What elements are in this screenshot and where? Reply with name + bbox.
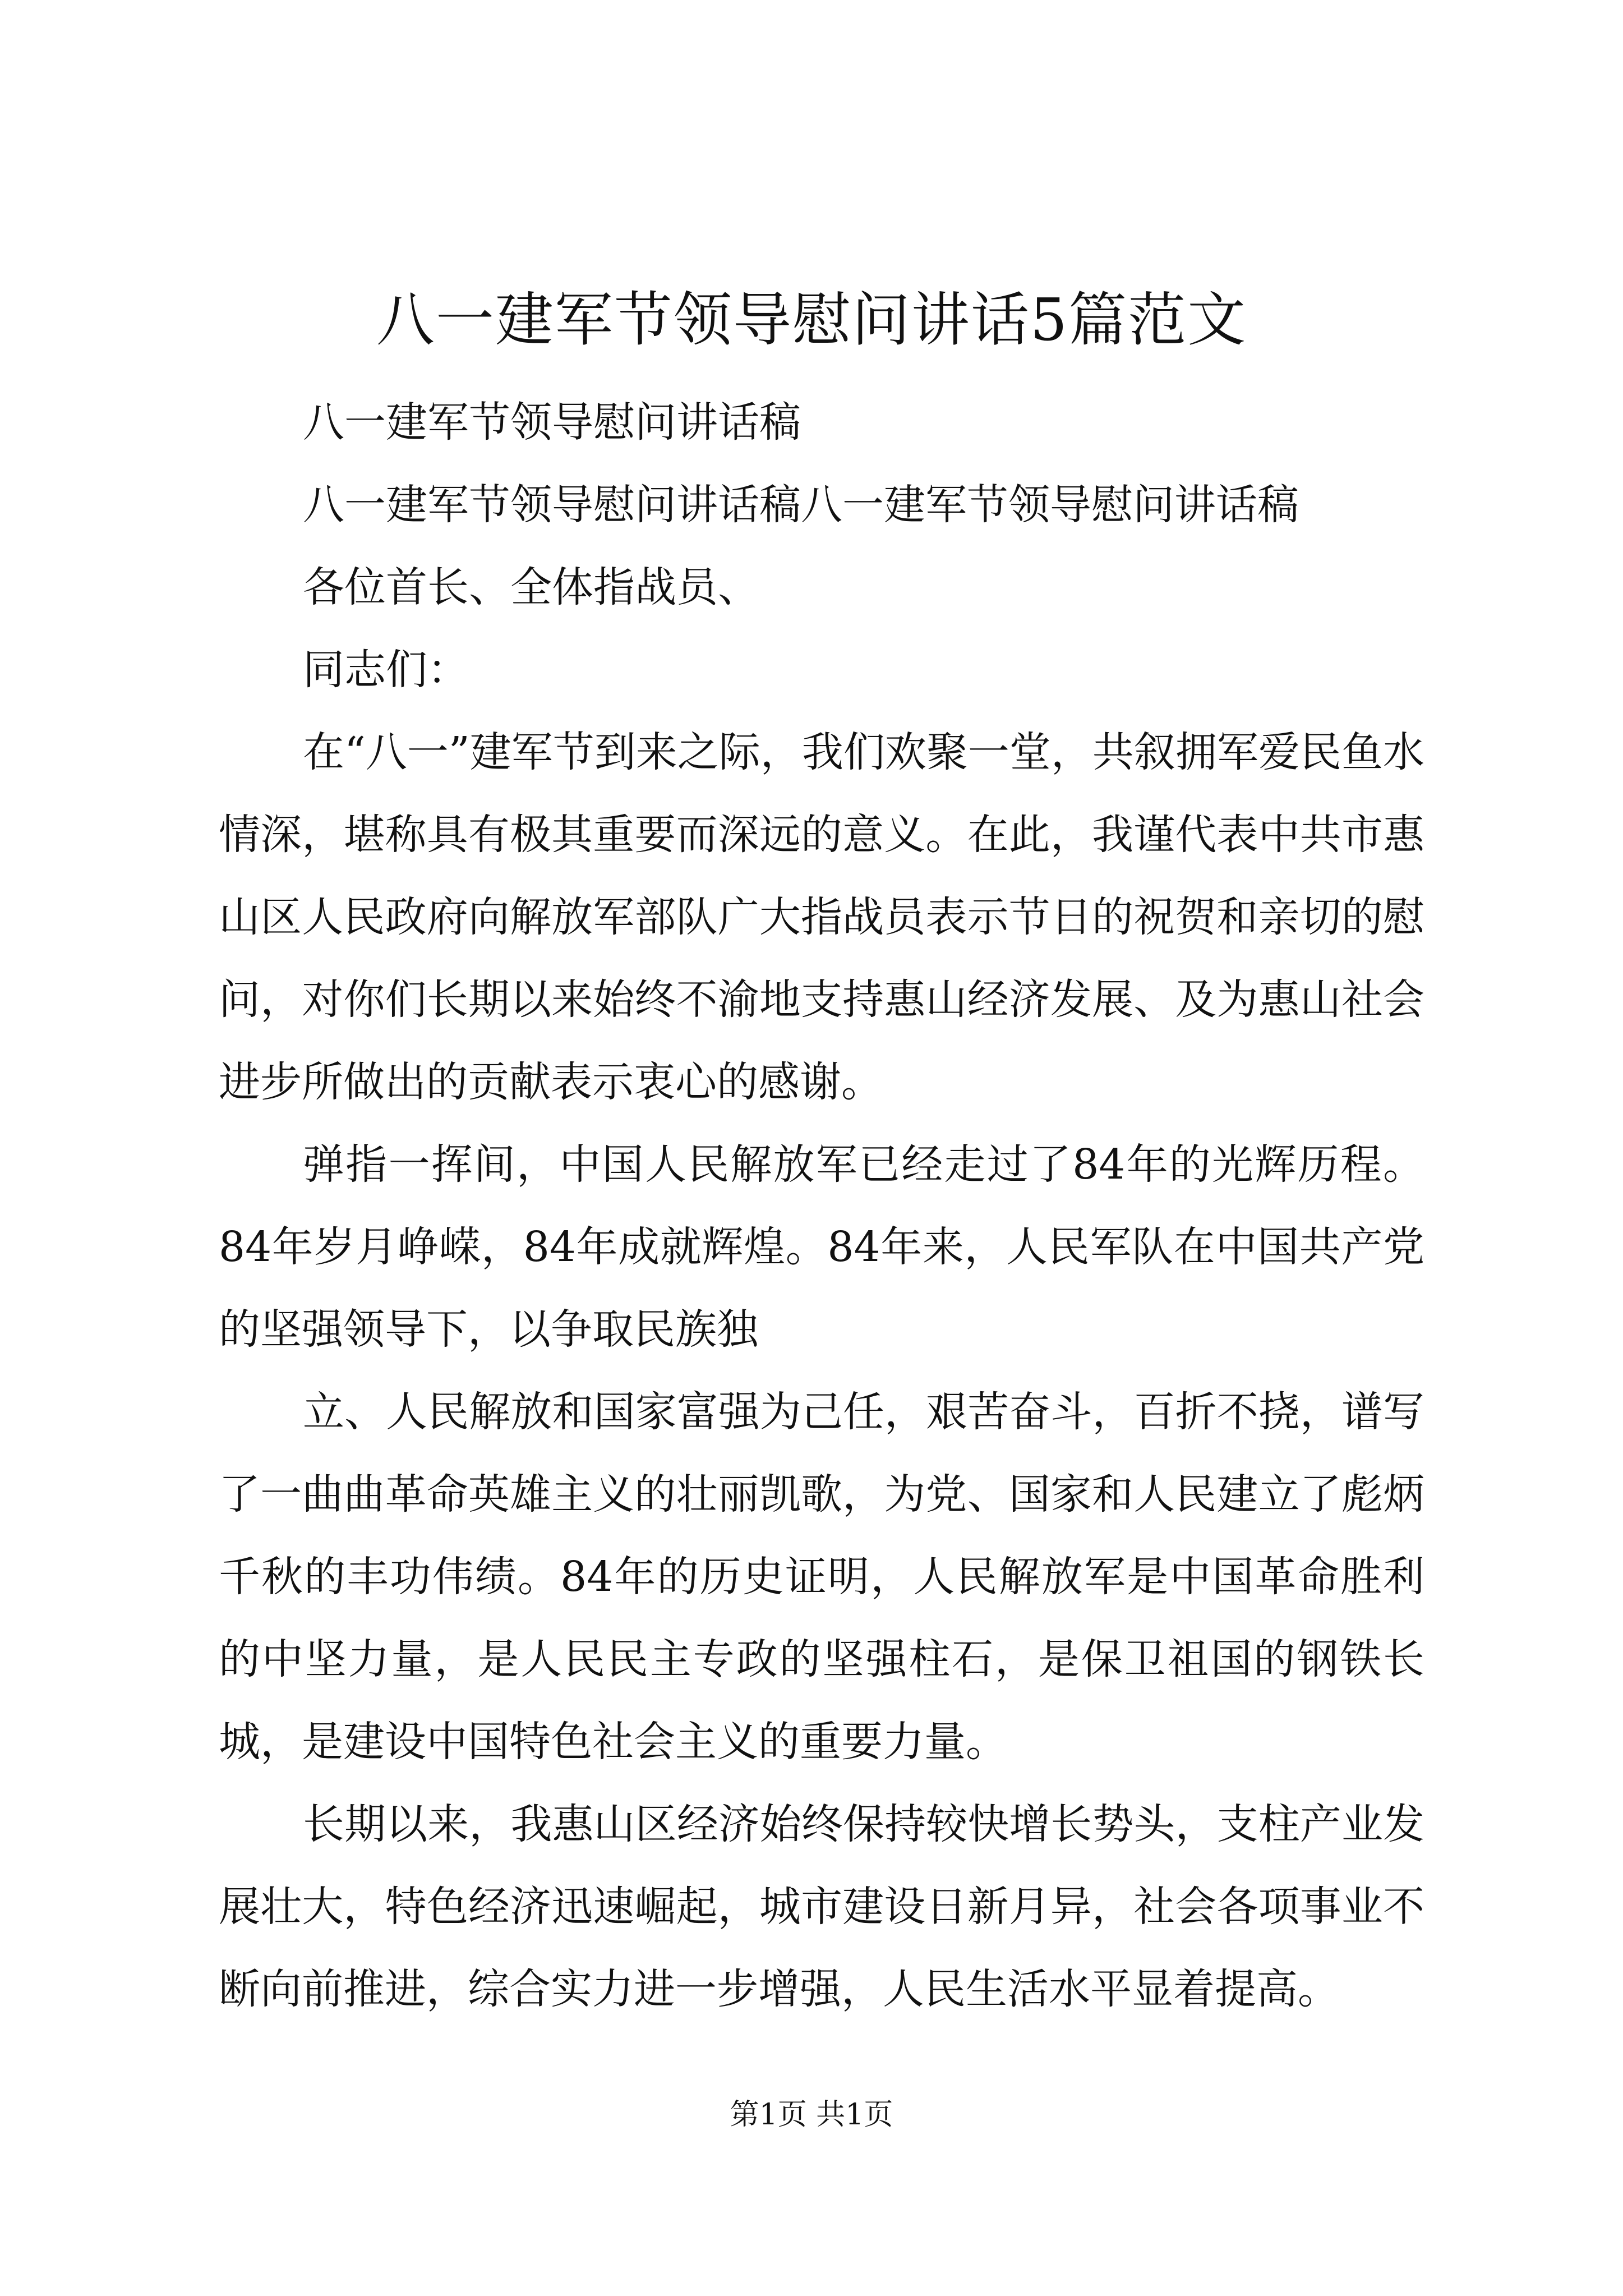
page-footer: 第1页 共1页 <box>730 2098 893 2132</box>
paragraph-achievements: 立、人民解放和国家富强为己任，艰苦奋斗，百折不挠，谱写了一曲曲革命英雄主义的壮丽凯歌，为党、国家和人民建立了彪炳千秋的丰功伟绩。84年的历史证明，人民解放军是中国革命胜利的中坚力量，是人民民主专政的坚强柱石，是保卫祖国的钢铁长城，是建设中国特色社会主义的重要力量。 <box>219 1388 1424 1766</box>
paragraph-repeated-heading: 八一建军节领导慰问讲话稿八一建军节领导慰问讲话稿 <box>303 481 1299 529</box>
document-body <box>219 381 1424 2031</box>
paragraph-local-development: 长期以来，我惠山区经济始终保持较快增长势头，支柱产业发展壮大，特色经济迅速崛起，城市建设日新月异，社会各项事业不断向前推进，综合实力进一步增强，人民生活水平显着提高。 <box>219 1800 1424 2013</box>
paragraph-history: 弹指一挥间，中国人民解放军已经走过了84年的光辉历程。84年岁月峥嵘，84年成就辉煌。84年来，人民军队在中国共产党的坚强领导下，以争取民族独 <box>219 1140 1424 1354</box>
document-title: 八一建军节领导慰问讲话5篇范文 <box>376 286 1247 354</box>
paragraph-salutation: 各位首长、全体指战员、 <box>303 563 759 611</box>
paragraph-subtitle: 八一建军节领导慰问讲话稿 <box>303 398 801 447</box>
paragraph-greeting: 同志们： <box>303 646 469 694</box>
paragraph-intro: 在“八一”建军节到来之际，我们欢聚一堂，共叙拥军爱民鱼水情深，堪称具有极其重要而深远的意义。在此，我谨代表中共市惠山区人民政府向解放军部队广大指战员表示节日的祝贺和亲切的慰问，对你们长期以来始终不渝地支持惠山经济发展、及为惠山社会进步所做出的贡献表示衷心的感谢。 <box>219 728 1424 1106</box>
